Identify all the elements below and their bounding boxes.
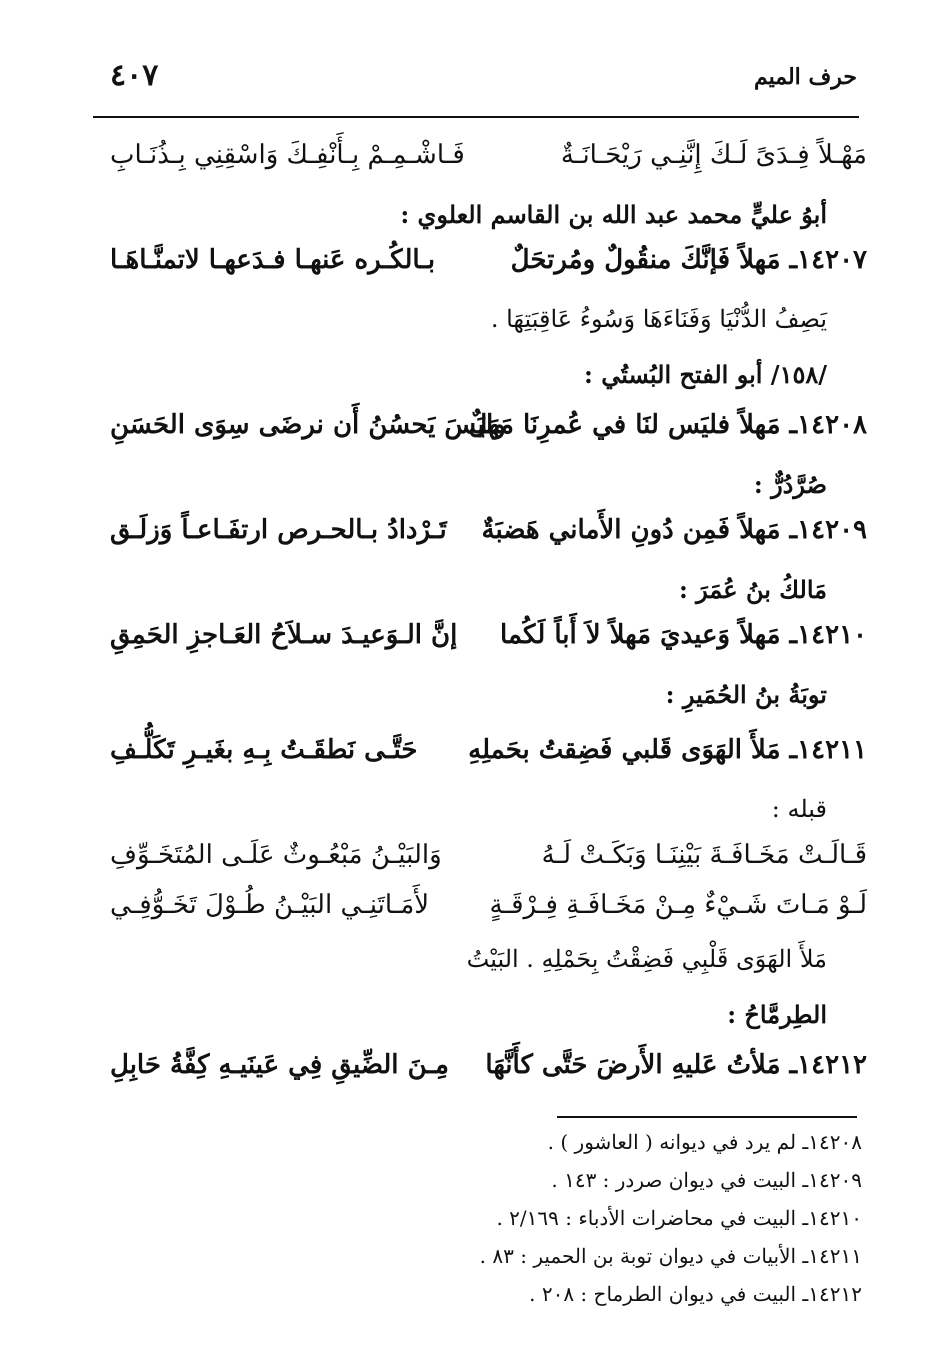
poet-name: توبَةُ بنُ الحُمَيرِ :	[665, 680, 827, 709]
poet-name: أبوُ عليٍّ محمد عبد الله بن القاسم العلوي :	[400, 200, 827, 229]
verse-first-hemistich: لَـوْ مَـاتَ شَـيْءٌ مِـنْ مَخَـافَـةِ فِـرْقَـةٍ	[489, 890, 867, 920]
poet-name: /١٥٨/ أبو الفتح البُستُي :	[584, 360, 827, 389]
verse-first-hemistich: قَـالَـتْ مَخَـافَـةَ بَيْنِنَـا وَبَكَـتْ لَـهُ	[541, 840, 867, 870]
commentary-text: قبله :	[771, 795, 827, 823]
poet-name: الطِرمَّاحُ :	[727, 1000, 827, 1029]
text-line	[110, 680, 867, 730]
verse-second-hemistich: لأَمَـاتَنِـي البَيْـنُ طُـوْلَ تَخَـوُّفِـي	[110, 890, 430, 920]
verse-second-hemistich: مِـنَ الضِّيقِ فِي عَينَيـهِ كِفَّةُ حَابِلِ	[110, 1050, 449, 1080]
verse-first-hemistich: ١٤٢١١ـ مَلأَ الهَوَى قَلبي فَضِقتُ بحَملِهِ	[468, 735, 867, 765]
commentary-text: يَصِفُ الدُّنْيَا وَفَنَاءَهَا وَسُوءُ عَاقِبَتِهَا .	[490, 305, 827, 333]
footnote-item: ١٤٢٠٨ـ لم يرد في ديوانه ( العاشور ) .	[547, 1130, 862, 1154]
text-line	[110, 470, 867, 520]
commentary-text: مَلأَ الهَوَى قَلْبِي فَضِقْتُ بِحَمْلِهِ . البَيْتُ	[466, 945, 827, 973]
verse-second-hemistich: وَالبَيْـنُ مَبْعُـوثٌ عَلَـى المُتَخَـوِّفِ	[110, 840, 442, 870]
verse-second-hemistich: حَتَّـى نَطقَـتُ بِـهِ بغَيـرِ تَكَلُّـفِ	[110, 735, 418, 765]
text-line	[110, 360, 867, 410]
verse-line	[110, 515, 867, 565]
verse-line	[110, 410, 867, 460]
verse-second-hemistich: إنَّ الـوَعيـدَ سـلاَحُ العَـاجزِ الحَمِقِ	[110, 620, 458, 650]
footnote-item: ١٤٢١٠ـ البيت في محاضرات الأدباء : ٢/١٦٩ .	[496, 1206, 862, 1230]
footnote-divider	[557, 1116, 857, 1118]
verse-first-hemistich: مَهْـلاً فِـدَىً لَـكَ إِنَّنِـي رَيْحَـانَـةٌ	[560, 140, 867, 170]
verse-first-hemistich: ١٤٢٠٧ـ مَهلاً فَإنَّكَ منقُولٌ ومُرتحَلٌ	[510, 245, 867, 275]
verse-line	[110, 840, 867, 890]
verse-first-hemistich: ١٤٢٠٨ـ مَهلاً فليَس لنَا في عُمرِنَا مَهَلٌ	[468, 410, 867, 440]
text-line	[110, 575, 867, 625]
verse-second-hemistich: فَـاشْـمِـمْ بِـأَنْفِـكَ وَاسْقِنِي بِـذُنَـابِ	[110, 140, 465, 170]
text-line	[110, 945, 867, 995]
verse-second-hemistich: بـالكُـره عَنهـا فـدَعهـا لاتمنَّـاهَـا	[110, 245, 436, 275]
text-line	[110, 1000, 867, 1050]
verse-first-hemistich: ١٤٢٠٩ـ مَهلاً فَمِن دُونِ الأَماني هَضبَةٌ	[481, 515, 867, 545]
poet-name: مَالكُ بنُ عُمَرَ :	[678, 575, 827, 604]
chapter-title: حرف الميم	[753, 64, 857, 90]
header-divider	[93, 116, 859, 118]
verse-line	[110, 735, 867, 785]
verse-line	[110, 245, 867, 295]
verse-line	[110, 1050, 867, 1100]
verse-first-hemistich: ١٤٢١٠ـ مَهلاً وَعيديَ مَهلاً لاَ أَباً لَكُما	[500, 620, 867, 650]
verse-line	[110, 890, 867, 940]
verse-second-hemistich: وليَسَ يَحسُنُ أَن نرضَى سِوَى الحَسَنِ	[110, 410, 506, 440]
page-header	[110, 58, 857, 98]
verse-first-hemistich: ١٤٢١٢ـ مَلأتُ عَليهِ الأَرضَ حَتَّى كأَنَّهَا	[485, 1050, 867, 1080]
footnote-item: ١٤٢١١ـ الأبيات في ديوان توبة بن الحمير : ٨٣ .	[479, 1244, 862, 1268]
footnote-item: ١٤٢١٢ـ البيت في ديوان الطرماح : ٢٠٨ .	[529, 1282, 862, 1306]
footnotes	[100, 1130, 862, 1320]
text-line	[110, 200, 867, 250]
footnote-item: ١٤٢٠٩ـ البيت في ديوان صردر : ١٤٣ .	[551, 1168, 862, 1192]
text-line	[110, 795, 867, 845]
verse-second-hemistich: تَـرْدادُ بـالحـرص ارتفَـاعـاً وَزلَـق	[110, 515, 447, 545]
page-number: ٤٠٧	[110, 58, 159, 93]
verse-line	[110, 140, 867, 190]
text-line	[110, 305, 867, 355]
verse-line	[110, 620, 867, 670]
poet-name: صُرَّدُرٌّ :	[753, 470, 827, 499]
